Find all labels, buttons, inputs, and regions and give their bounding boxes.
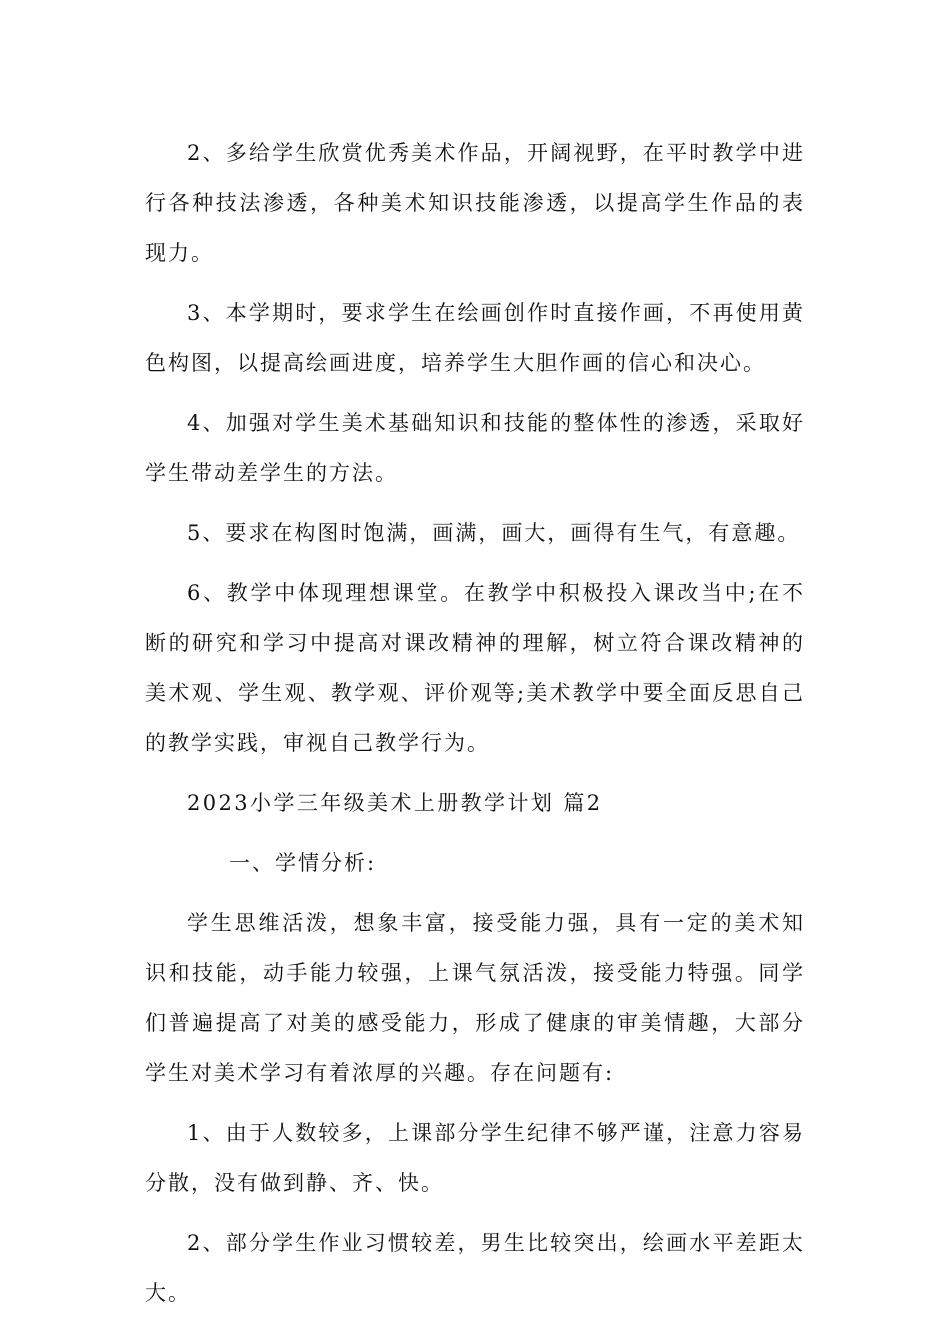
paragraph-measure-2: 2、多给学生欣赏优秀美术作品，开阔视野，在平时教学中进行各种技法渗透，各种美术知识技能渗透，以提高学生作品的表现力。 [145, 141, 805, 265]
paragraph-measure-4: 4、加强对学生美术基础知识和技能的整体性的渗透，采取好学生带动差学生的方法。 [145, 411, 805, 485]
paragraph-analysis: 学生思维活泼，想象丰富，接受能力强，具有一定的美术知识和技能，动手能力较强，上课气氛活泼，接受能力特强。同学们普遍提高了对美的感受能力，形成了健康的审美情趣，大部分学生对美术学习有着浓厚的兴趣。存在问题有: [145, 911, 805, 1085]
subheading-analysis: 一、学情分析: [229, 851, 377, 875]
paragraph-measure-5: 5、要求在构图时饱满，画满，画大，画得有生气，有意趣。 [187, 521, 801, 545]
paragraph-measure-3: 3、本学期时，要求学生在绘画创作时直接作画，不再使用黄色构图，以提高绘画进度，培养学生大胆作画的信心和决心。 [145, 301, 805, 375]
section-title: 2023小学三年级美术上册教学计划 篇2 [187, 791, 603, 815]
document-page [145, 128, 805, 1328]
paragraph-measure-6: 6、教学中体现理想课堂。在教学中积极投入课改当中;在不断的研究和学习中提高对课改精神的理解，树立符合课改精神的美术观、学生观、教学观、评价观等;美术教学中要全面反思自己的教学实践，审视自己教学行为。 [145, 581, 805, 755]
paragraph-issue-2: 2、部分学生作业习惯较差，男生比较突出，绘画水平差距太大。 [145, 1231, 805, 1305]
paragraph-issue-1: 1、由于人数较多，上课部分学生纪律不够严谨，注意力容易分散，没有做到静、齐、快。 [145, 1121, 805, 1195]
